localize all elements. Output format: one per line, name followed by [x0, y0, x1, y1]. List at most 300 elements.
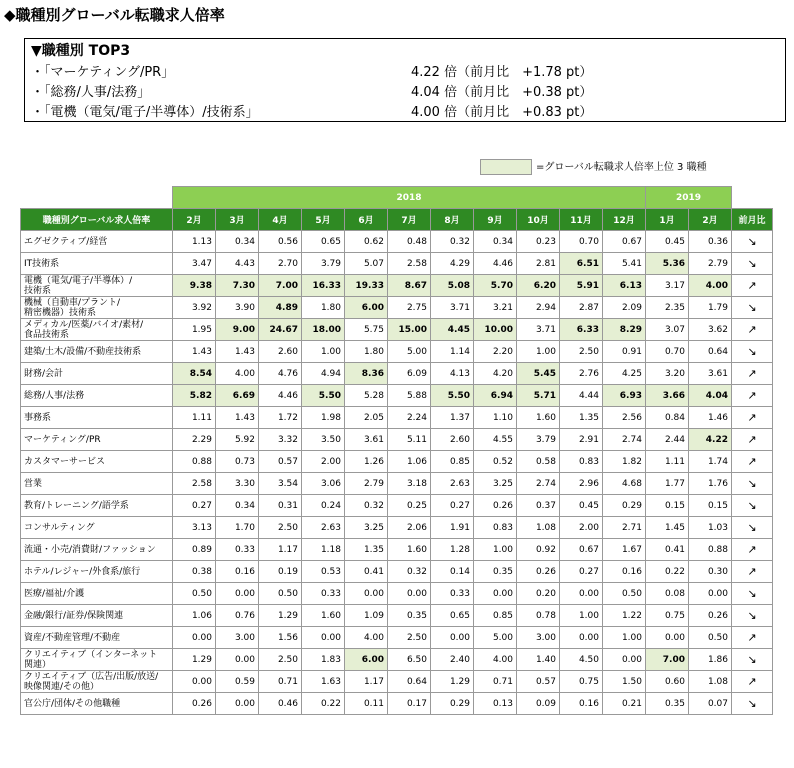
- table-cell: 0.83: [474, 517, 517, 539]
- table-cell: 0.73: [216, 451, 259, 473]
- table-cell: 1.13: [173, 231, 216, 253]
- table-cell: 2.81: [517, 253, 560, 275]
- table-cell: 5.50: [302, 385, 345, 407]
- table-cell: 5.45: [517, 363, 560, 385]
- top3-box: [24, 38, 786, 122]
- table-row: [21, 693, 773, 715]
- table-cell: 3.30: [216, 473, 259, 495]
- table-cell: 1.40: [517, 649, 560, 671]
- table-cell: 3.71: [431, 297, 474, 319]
- table-cell: 0.26: [517, 561, 560, 583]
- row-label: ホテル/レジャー/外食系/旅行: [21, 561, 173, 583]
- table-cell: 1.26: [345, 451, 388, 473]
- table-cell: 0.64: [388, 671, 431, 693]
- table-cell: 0.14: [431, 561, 474, 583]
- table-cell: 3.61: [689, 363, 732, 385]
- table-cell: 1.46: [689, 407, 732, 429]
- trend-down-icon: ↘: [732, 649, 773, 671]
- table-cell: 2.00: [302, 451, 345, 473]
- table-cell: 0.19: [259, 561, 302, 583]
- table-cell: 3.90: [216, 297, 259, 319]
- trend-down-icon: ↘: [732, 231, 773, 253]
- trend-up-icon: ↗: [732, 451, 773, 473]
- table-cell: 0.00: [603, 649, 646, 671]
- trend-up-icon: ↗: [732, 385, 773, 407]
- trend-up-icon: ↗: [732, 561, 773, 583]
- row-label: クリエイティブ（広告/出版/放送/ 映像関連/その他）: [21, 671, 173, 693]
- table-cell: 2.79: [689, 253, 732, 275]
- table-cell: 1.95: [173, 319, 216, 341]
- trend-up-icon: ↗: [732, 275, 773, 297]
- table-cell: 0.78: [517, 605, 560, 627]
- table-cell: 2.24: [388, 407, 431, 429]
- table-cell: 1.70: [216, 517, 259, 539]
- table-cell: 6.20: [517, 275, 560, 297]
- table-cell: 3.32: [259, 429, 302, 451]
- row-label: 資産/不動産管理/不動産: [21, 627, 173, 649]
- year-2019-header: 2019: [646, 187, 732, 209]
- row-label: 官公庁/団体/その他職種: [21, 693, 173, 715]
- table-cell: 0.65: [302, 231, 345, 253]
- table-cell: 0.00: [216, 583, 259, 605]
- table-cell: 4.68: [603, 473, 646, 495]
- table-cell: 0.00: [431, 627, 474, 649]
- table-cell: 5.92: [216, 429, 259, 451]
- table-cell: 5.50: [431, 385, 474, 407]
- table-cell: 0.00: [388, 583, 431, 605]
- table-cell: 0.00: [689, 583, 732, 605]
- table-cell: 8.67: [388, 275, 431, 297]
- table-cell: 1.00: [603, 627, 646, 649]
- table-cell: 0.57: [259, 451, 302, 473]
- header-blank: [21, 187, 173, 209]
- table-cell: 5.91: [560, 275, 603, 297]
- table-cell: 3.17: [646, 275, 689, 297]
- table-cell: 0.22: [646, 561, 689, 583]
- table-cell: 0.35: [474, 561, 517, 583]
- table-cell: 2.50: [259, 517, 302, 539]
- table-row: [21, 451, 773, 473]
- table-cell: 0.56: [259, 231, 302, 253]
- table-cell: 3.20: [646, 363, 689, 385]
- table-cell: 0.27: [560, 561, 603, 583]
- table-cell: 0.65: [431, 605, 474, 627]
- year-2018-header: 2018: [173, 187, 646, 209]
- table-cell: 2.74: [603, 429, 646, 451]
- table-cell: 1.18: [302, 539, 345, 561]
- table-cell: 1.60: [517, 407, 560, 429]
- table-cell: 5.00: [474, 627, 517, 649]
- table-cell: 0.08: [646, 583, 689, 605]
- table-cell: 1.10: [474, 407, 517, 429]
- table-cell: 0.36: [689, 231, 732, 253]
- table-row: [21, 341, 773, 363]
- table-cell: 3.06: [302, 473, 345, 495]
- table-cell: 0.75: [560, 671, 603, 693]
- table-cell: 0.52: [474, 451, 517, 473]
- row-label: 営業: [21, 473, 173, 495]
- table-cell: 1.09: [345, 605, 388, 627]
- table-cell: 1.86: [689, 649, 732, 671]
- table-cell: 0.21: [603, 693, 646, 715]
- table-cell: 0.88: [173, 451, 216, 473]
- table-cell: 1.29: [259, 605, 302, 627]
- table-cell: 1.79: [689, 297, 732, 319]
- table-cell: 0.50: [603, 583, 646, 605]
- table-cell: 0.67: [603, 231, 646, 253]
- table-cell: 0.37: [517, 495, 560, 517]
- table-cell: 15.00: [388, 319, 431, 341]
- trend-up-icon: ↗: [732, 539, 773, 561]
- trend-down-icon: ↘: [732, 473, 773, 495]
- table-row: [21, 517, 773, 539]
- top3-heading: ▼職種別 TOP3: [31, 43, 131, 59]
- table-cell: 3.47: [173, 253, 216, 275]
- table-cell: 0.00: [345, 583, 388, 605]
- table-cell: 1.00: [302, 341, 345, 363]
- table-cell: 5.00: [388, 341, 431, 363]
- table-cell: 0.33: [216, 539, 259, 561]
- table-cell: 5.41: [603, 253, 646, 275]
- table-cell: 3.61: [345, 429, 388, 451]
- table-cell: 4.00: [216, 363, 259, 385]
- month-header: 12月: [603, 209, 646, 231]
- table-cell: 5.70: [474, 275, 517, 297]
- table-row: [21, 297, 773, 319]
- table-cell: 0.00: [560, 627, 603, 649]
- table-cell: 19.33: [345, 275, 388, 297]
- table-cell: 4.00: [345, 627, 388, 649]
- table-cell: 0.11: [345, 693, 388, 715]
- table-cell: 3.92: [173, 297, 216, 319]
- table-cell: 2.76: [560, 363, 603, 385]
- table-cell: 1.00: [517, 341, 560, 363]
- table-cell: 1.06: [388, 451, 431, 473]
- table-cell: 8.29: [603, 319, 646, 341]
- table-cell: 2.60: [431, 429, 474, 451]
- month-header: 5月: [302, 209, 345, 231]
- table-cell: 1.22: [603, 605, 646, 627]
- table-cell: 5.75: [345, 319, 388, 341]
- table-cell: 24.67: [259, 319, 302, 341]
- table-cell: 3.71: [517, 319, 560, 341]
- trend-header: 前月比: [732, 209, 773, 231]
- table-cell: 5.28: [345, 385, 388, 407]
- row-label: クリエイティブ（インターネット 関連）: [21, 649, 173, 671]
- table-cell: 0.71: [259, 671, 302, 693]
- table-cell: 5.82: [173, 385, 216, 407]
- table-cell: 4.43: [216, 253, 259, 275]
- table-cell: 7.30: [216, 275, 259, 297]
- table-cell: 1.74: [689, 451, 732, 473]
- table-cell: 0.15: [689, 495, 732, 517]
- row-label: マーケティング/PR: [21, 429, 173, 451]
- table-row: [21, 671, 773, 693]
- table-cell: 5.88: [388, 385, 431, 407]
- table-cell: 4.94: [302, 363, 345, 385]
- table-cell: 1.35: [560, 407, 603, 429]
- table-cell: 16.33: [302, 275, 345, 297]
- top3-item-value: 4.22 倍（前月比 +1.78 pt）: [411, 65, 593, 80]
- table-cell: 0.48: [388, 231, 431, 253]
- table-cell: 18.00: [302, 319, 345, 341]
- table-cell: 3.66: [646, 385, 689, 407]
- row-label: IT技術系: [21, 253, 173, 275]
- table-row: [21, 275, 773, 297]
- top3-item-label: ・「マーケティング/PR」: [31, 65, 175, 80]
- table-cell: 0.85: [431, 451, 474, 473]
- table-cell: 1.83: [302, 649, 345, 671]
- month-header: 9月: [474, 209, 517, 231]
- table-cell: 9.00: [216, 319, 259, 341]
- table-cell: 0.58: [517, 451, 560, 473]
- trend-up-icon: ↗: [732, 429, 773, 451]
- table-cell: 3.79: [517, 429, 560, 451]
- table-cell: 2.50: [388, 627, 431, 649]
- table-cell: 6.00: [345, 297, 388, 319]
- table-cell: 2.50: [259, 649, 302, 671]
- table-cell: 1.76: [689, 473, 732, 495]
- table-cell: 7.00: [259, 275, 302, 297]
- month-header: 4月: [259, 209, 302, 231]
- table-cell: 2.74: [517, 473, 560, 495]
- table-cell: 0.83: [560, 451, 603, 473]
- top3-item-label: ・「電機（電気/電子/半導体）/技術系」: [31, 105, 259, 120]
- trend-up-icon: ↗: [732, 363, 773, 385]
- trend-up-icon: ↗: [732, 627, 773, 649]
- table-cell: 2.63: [302, 517, 345, 539]
- table-cell: 0.60: [646, 671, 689, 693]
- table-cell: 0.23: [517, 231, 560, 253]
- table-cell: 6.13: [603, 275, 646, 297]
- table-cell: 0.16: [216, 561, 259, 583]
- month-header: 2月: [173, 209, 216, 231]
- table-cell: 6.93: [603, 385, 646, 407]
- table-cell: 0.32: [345, 495, 388, 517]
- table-cell: 0.29: [603, 495, 646, 517]
- table-cell: 2.05: [345, 407, 388, 429]
- table-cell: 0.00: [173, 627, 216, 649]
- trend-down-icon: ↘: [732, 495, 773, 517]
- table-cell: 2.94: [517, 297, 560, 319]
- table-cell: 0.27: [173, 495, 216, 517]
- month-header: 6月: [345, 209, 388, 231]
- table-cell: 5.08: [431, 275, 474, 297]
- table-cell: 1.60: [388, 539, 431, 561]
- table-cell: 0.50: [173, 583, 216, 605]
- table-cell: 8.54: [173, 363, 216, 385]
- table-cell: 0.88: [689, 539, 732, 561]
- table-cell: 0.46: [259, 693, 302, 715]
- row-label: コンサルティング: [21, 517, 173, 539]
- table-cell: 2.00: [560, 517, 603, 539]
- table-cell: 0.89: [173, 539, 216, 561]
- month-header: 1月: [646, 209, 689, 231]
- table-cell: 0.20: [517, 583, 560, 605]
- trend-up-icon: ↗: [732, 407, 773, 429]
- table-cell: 1.29: [431, 671, 474, 693]
- table-cell: 2.70: [259, 253, 302, 275]
- legend-text: =グローバル転職求人倍率上位 3 職種: [536, 162, 707, 173]
- table-cell: 5.71: [517, 385, 560, 407]
- table-cell: 2.60: [259, 341, 302, 363]
- table-row: [21, 627, 773, 649]
- table-row: [21, 385, 773, 407]
- table-cell: 4.45: [431, 319, 474, 341]
- table-cell: 2.29: [173, 429, 216, 451]
- table-cell: 0.00: [173, 671, 216, 693]
- row-label: 事務系: [21, 407, 173, 429]
- table-cell: 4.20: [474, 363, 517, 385]
- table-cell: 0.62: [345, 231, 388, 253]
- trend-down-icon: ↘: [732, 693, 773, 715]
- table-cell: 0.35: [388, 605, 431, 627]
- table-cell: 2.06: [388, 517, 431, 539]
- legend-swatch: [480, 159, 532, 175]
- table-cell: 0.41: [345, 561, 388, 583]
- table-cell: 6.69: [216, 385, 259, 407]
- table-cell: 0.92: [517, 539, 560, 561]
- table-cell: 2.71: [603, 517, 646, 539]
- table-row: [21, 649, 773, 671]
- table-cell: 2.50: [560, 341, 603, 363]
- trend-down-icon: ↘: [732, 253, 773, 275]
- table-row: [21, 495, 773, 517]
- table-cell: 3.50: [302, 429, 345, 451]
- table-cell: 5.36: [646, 253, 689, 275]
- table-cell: 2.91: [560, 429, 603, 451]
- trend-down-icon: ↘: [732, 517, 773, 539]
- row-label: 財務/会計: [21, 363, 173, 385]
- trend-down-icon: ↘: [732, 297, 773, 319]
- month-header: 8月: [431, 209, 474, 231]
- table-cell: 1.17: [345, 671, 388, 693]
- table-cell: 0.27: [431, 495, 474, 517]
- table-cell: 0.41: [646, 539, 689, 561]
- table-cell: 3.00: [216, 627, 259, 649]
- top3-item-label: ・「総務/人事/法務」: [31, 85, 151, 100]
- table-cell: 0.30: [689, 561, 732, 583]
- table-row: [21, 231, 773, 253]
- table-cell: 0.26: [689, 605, 732, 627]
- table-cell: 2.75: [388, 297, 431, 319]
- table-cell: 0.00: [216, 649, 259, 671]
- table-cell: 2.40: [431, 649, 474, 671]
- table-cell: 0.76: [216, 605, 259, 627]
- table-cell: 4.44: [560, 385, 603, 407]
- table-cell: 1.43: [173, 341, 216, 363]
- table-cell: 0.34: [216, 231, 259, 253]
- month-header: 11月: [560, 209, 603, 231]
- table-cell: 4.76: [259, 363, 302, 385]
- row-label: メディカル/医薬/バイオ/素材/ 食品技術系: [21, 319, 173, 341]
- table-cell: 4.00: [689, 275, 732, 297]
- table-row: [21, 319, 773, 341]
- table-cell: 7.00: [646, 649, 689, 671]
- table-cell: 0.84: [646, 407, 689, 429]
- ratio-table: [20, 186, 773, 715]
- trend-down-icon: ↘: [732, 583, 773, 605]
- table-cell: 1.17: [259, 539, 302, 561]
- row-label: 電機（電気/電子/半導体）/ 技術系: [21, 275, 173, 297]
- row-header-label: 職種別グローバル求人倍率: [21, 209, 173, 231]
- table-cell: 0.91: [603, 341, 646, 363]
- table-cell: 0.32: [388, 561, 431, 583]
- table-cell: 2.20: [474, 341, 517, 363]
- row-label: 医療/福祉/介護: [21, 583, 173, 605]
- table-cell: 0.26: [173, 693, 216, 715]
- table-cell: 3.25: [345, 517, 388, 539]
- top3-item-value: 4.04 倍（前月比 +0.38 pt）: [411, 85, 593, 100]
- table-cell: 5.07: [345, 253, 388, 275]
- table-cell: 0.17: [388, 693, 431, 715]
- table-cell: 6.50: [388, 649, 431, 671]
- table-cell: 0.45: [646, 231, 689, 253]
- table-cell: 2.87: [560, 297, 603, 319]
- table-row: [21, 539, 773, 561]
- table-cell: 0.00: [216, 693, 259, 715]
- table-cell: 2.09: [603, 297, 646, 319]
- table-cell: 0.25: [388, 495, 431, 517]
- table-cell: 0.13: [474, 693, 517, 715]
- table-cell: 0.34: [474, 231, 517, 253]
- table-cell: 0.70: [646, 341, 689, 363]
- trend-up-icon: ↗: [732, 671, 773, 693]
- month-header: 3月: [216, 209, 259, 231]
- table-cell: 5.11: [388, 429, 431, 451]
- table-cell: 1.72: [259, 407, 302, 429]
- table-cell: 0.33: [302, 583, 345, 605]
- table-cell: 1.67: [603, 539, 646, 561]
- table-cell: 1.08: [689, 671, 732, 693]
- table-cell: 4.89: [259, 297, 302, 319]
- table-cell: 0.50: [689, 627, 732, 649]
- trend-down-icon: ↘: [732, 605, 773, 627]
- table-cell: 0.34: [216, 495, 259, 517]
- table-cell: 0.38: [173, 561, 216, 583]
- table-cell: 2.35: [646, 297, 689, 319]
- month-header: 2月: [689, 209, 732, 231]
- table-row: [21, 473, 773, 495]
- table-cell: 0.70: [560, 231, 603, 253]
- row-label: 金融/銀行/証券/保険関連: [21, 605, 173, 627]
- table-cell: 3.25: [474, 473, 517, 495]
- table-cell: 0.29: [431, 693, 474, 715]
- table-cell: 0.75: [646, 605, 689, 627]
- table-cell: 0.53: [302, 561, 345, 583]
- table-cell: 1.29: [173, 649, 216, 671]
- table-cell: 2.63: [431, 473, 474, 495]
- table-cell: 1.11: [646, 451, 689, 473]
- table-cell: 4.55: [474, 429, 517, 451]
- table-cell: 0.00: [474, 583, 517, 605]
- table-cell: 0.00: [302, 627, 345, 649]
- table-cell: 2.58: [388, 253, 431, 275]
- table-cell: 1.82: [603, 451, 646, 473]
- row-label: カスタマーサービス: [21, 451, 173, 473]
- table-cell: 4.25: [603, 363, 646, 385]
- table-cell: 1.63: [302, 671, 345, 693]
- table-row: [21, 429, 773, 451]
- table-cell: 0.35: [646, 693, 689, 715]
- table-cell: 4.46: [474, 253, 517, 275]
- table-row: [21, 605, 773, 627]
- table-cell: 0.16: [603, 561, 646, 583]
- header-blank: [732, 187, 773, 209]
- table-cell: 1.43: [216, 341, 259, 363]
- table-cell: 1.98: [302, 407, 345, 429]
- table-cell: 1.37: [431, 407, 474, 429]
